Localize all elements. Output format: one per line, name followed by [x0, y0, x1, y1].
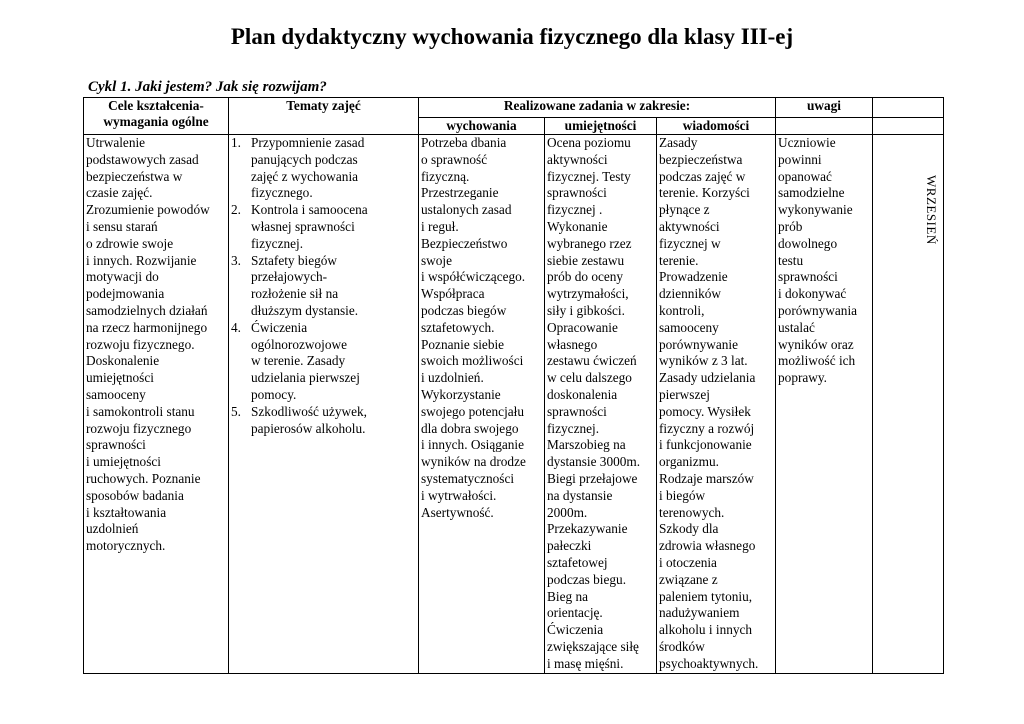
cycle-heading: Cykl 1. Jaki jestem? Jak się rozwijam?	[88, 79, 327, 95]
page-title: Plan dydaktyczny wychowania fizycznego dla klasy III-ej	[230, 24, 794, 49]
header-empty	[873, 98, 944, 118]
topic-item: 1. Przypomnienie zasad panujących podczas zajęć z wychowania fizycznego.	[231, 135, 365, 201]
header-upbringing: wychowania	[419, 118, 545, 135]
topic-item: 3. Sztafety biegów przełajowych- rozłożenie sił na dłuższym dystansie.	[231, 252, 359, 318]
notes-cell: Uczniowie powinni opanować samodzielne wykonywanie prób dowolnego testu sprawności i dokonywać porównywania ustalać wyników oraz możliwość ich poprawy.	[776, 135, 873, 674]
header-tasks: Realizowane zadania w zakresie:	[419, 98, 776, 118]
topics-cell	[229, 135, 419, 674]
header-topics: Tematy zajęć	[229, 98, 419, 135]
header-goals: Cele kształcenia- wymagania ogólne	[84, 98, 229, 135]
topics-list	[231, 135, 416, 437]
header-skills: umiejętności	[545, 118, 657, 135]
goals-cell: Utrwalenie podstawowych zasad bezpieczeństwa w czasie zajęć. Zrozumienie powodów i sensu starań o zdrowie swoje i innych. Rozwijanie motywacji do podejmowania samodzielnych działań na rzecz harmonijnego rozwoju fizycznego. Doskonalenie umiejętności samooceny i samokontroli stanu rozwoju fizycznego sprawności i umiejętności ruchowych. Poznanie sposobów badania i kształtowania uzdolnień motorycznych.	[84, 135, 229, 674]
month-cell	[873, 135, 944, 674]
header-notes: uwagi	[776, 98, 873, 118]
knowledge-cell: Zasady bezpieczeństwa podczas zajęć w terenie. Korzyści płynące z aktywności fizycznej w terenie. Prowadzenie dzienników kontroli, samooceny porównywanie wyników z 3 lat. Zasady udzielania pierwszej pomocy. Wysiłek fizyczny a rozwój i funkcjonowanie organizmu. Rodzaje marszów i biegów terenowych. Szkody dla zdrowia własnego i otoczenia związane z paleniem tytoniu, nadużywaniem alkoholu i innych środków psychoaktywnych.	[657, 135, 776, 674]
topic-item: 5. Szkodliwość używek, papierosów alkoholu.	[231, 403, 367, 436]
skills-cell: Ocena poziomu aktywności fizycznej. Testy sprawności fizycznej . Wykonanie wybranego rzez siebie zestawu prób do oceny wytrzymałości, siły i gibkości. Opracowanie własnego zestawu ćwiczeń w celu dalszego doskonalenia sprawności fizycznej. Marszobieg na dystansie 3000m. Biegi przełajowe na dystansie 2000m. Przekazywanie pałeczki sztafetowej podczas biegu. Bieg na orientację. Ćwiczenia zwiększające siłę i masę mięśni.	[545, 135, 657, 674]
month-label: WRZESIEŃ	[924, 175, 940, 245]
header-notes-sub	[776, 118, 873, 135]
header-knowledge: wiadomości	[657, 118, 776, 135]
upbringing-cell: Potrzeba dbania o sprawność fizyczną. Przestrzeganie ustalonych zasad i reguł. Bezpieczeństwo swoje i współćwiczącego. Współpraca podczas biegów sztafetowych. Poznanie siebie swoich możliwości i uzdolnień. Wykorzystanie swojego potencjału dla dobra swojego i innych. Osiąganie wyników na drodze systematyczności i wytrwałości. Asertywność.	[419, 135, 545, 674]
header-empty-sub	[873, 118, 944, 135]
plan-table	[83, 97, 944, 674]
topic-item: 4. Ćwiczenia ogólnorozwojowe w terenie. Zasady udzielania pierwszej pomocy.	[231, 319, 360, 402]
topic-item: 2. Kontrola i samoocena własnej sprawności fizycznej.	[231, 202, 368, 251]
